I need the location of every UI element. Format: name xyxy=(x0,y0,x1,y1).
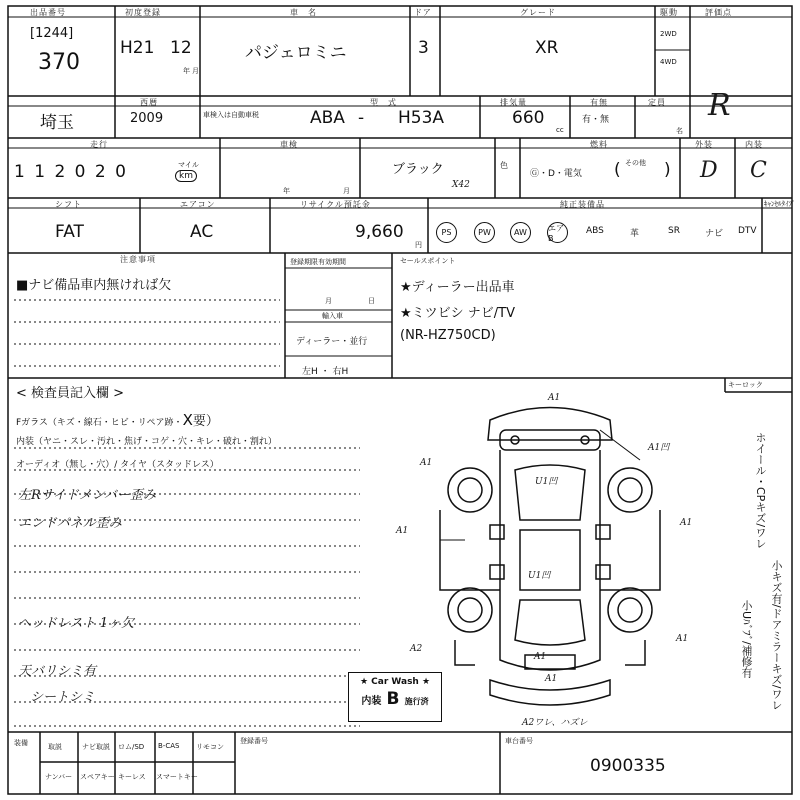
aircon-label: エアコン xyxy=(180,200,216,209)
item-bcas: B-CAS xyxy=(158,742,180,750)
glass-line xyxy=(16,410,219,429)
extra-label: ｷｬﾝｾﾙﾀｲﾌﾟ xyxy=(764,200,796,208)
first-reg-era: H21 xyxy=(120,38,155,58)
model-label: 型 式 xyxy=(370,98,397,107)
model-dash: - xyxy=(358,108,365,128)
interior-label: 内装 xyxy=(745,140,763,149)
glass-text: Fガラス（キズ・線石・ヒビ・リペア跡・ xyxy=(16,418,183,428)
reg-day: 日 xyxy=(368,297,375,305)
grade: XR xyxy=(535,38,559,58)
fuel-options: Ⓖ・D・電気 xyxy=(530,169,582,179)
first-reg-label: 初度登録 xyxy=(125,8,161,17)
hand-note-1: 左Rサイドメンバー歪み xyxy=(18,488,156,503)
hand-note-2: エンドパネル歪み xyxy=(18,516,122,531)
equip-airbag: エアB xyxy=(547,222,568,243)
aircon-value: AC xyxy=(190,222,214,242)
sales-label: セールスポイント xyxy=(400,257,456,265)
hand-note-4: 天バリシミ有 xyxy=(18,664,97,679)
carwash-grade: B xyxy=(386,689,400,709)
inspection-year-unit: 年 xyxy=(283,187,290,195)
side-text-3: 小Uﾊﾞﾌﾞ/補修有 xyxy=(740,600,753,678)
fuel-close-paren: ) xyxy=(664,160,671,180)
inspector-title: < 検査員記入欄 > xyxy=(16,386,125,401)
fuel-open-paren: ( xyxy=(614,160,621,180)
region: 埼玉 xyxy=(40,113,74,133)
equip-navi: ナビ xyxy=(705,229,724,239)
color-label: 色 xyxy=(500,161,509,170)
item-manual: 取説 xyxy=(48,743,62,751)
equip-sr: SR xyxy=(668,226,680,236)
recycle-unit: 円 xyxy=(415,241,422,249)
handle-value: 左H ・ 右H xyxy=(302,367,349,377)
capacity-label: 定員 xyxy=(648,98,666,107)
equip-aw: AW xyxy=(510,222,531,243)
hand-note-3: ヘッドレスト 1ヶ欠 xyxy=(18,616,135,631)
year-value: 2009 xyxy=(130,111,164,126)
recycle-label: リサイクル預託金 xyxy=(300,200,371,209)
cc-label: 排気量 xyxy=(500,98,527,107)
grade-label: グレード xyxy=(520,8,556,17)
sales-1: ★ディーラー出品車 xyxy=(400,280,515,295)
ac-options: 有・無 xyxy=(582,115,610,125)
lot-label: 出品番号 xyxy=(30,8,66,17)
equip-leather: 革 xyxy=(630,229,640,239)
exterior-label: 外装 xyxy=(695,140,713,149)
audio-line: オーディオ（無し・穴）/ タイヤ（スタッドレス） xyxy=(16,460,219,470)
reg-num-label: 登録番号 xyxy=(240,737,268,745)
color-value: ブラック xyxy=(392,162,444,177)
mark-trunk: A1 xyxy=(534,652,547,662)
year-note: 車検入は自動車税 xyxy=(203,111,259,119)
km-unit: km xyxy=(175,170,197,182)
recycle-value: 9,660 xyxy=(355,222,404,242)
import-label: 輸入車 xyxy=(322,312,343,320)
carwash-stamp xyxy=(348,672,442,722)
mark-right-front: A1凹 xyxy=(648,443,670,453)
inspection-month-unit: 月 xyxy=(343,187,350,195)
import-value: ディーラー・並行 xyxy=(296,337,368,347)
year-label: 西暦 xyxy=(140,98,158,107)
equip-label: 純正装備品 xyxy=(560,200,605,209)
doors: 3 xyxy=(418,38,429,58)
drive-4wd: 4WD xyxy=(660,58,677,66)
glass-x: X xyxy=(182,411,193,429)
sales-3: (NR-HZ750CD) xyxy=(400,328,496,343)
equip-dtv: DTV xyxy=(738,226,757,236)
mark-left-rear: A2 xyxy=(410,644,423,654)
fuel-label: 燃料 xyxy=(590,140,608,149)
car-name: パジェロミニ xyxy=(245,43,347,63)
inspection-label: 車検 xyxy=(280,140,298,149)
cc-unit: cc xyxy=(556,126,564,134)
score-label: 評価点 xyxy=(705,8,732,17)
serial-label: 車台番号 xyxy=(505,737,533,745)
caution-text: ■ナビ備品車内無ければ欠 xyxy=(16,278,172,293)
first-reg-month: 12 xyxy=(170,38,192,58)
item-spare-key: スペアキー xyxy=(80,773,115,781)
drive-label: 駆動 xyxy=(660,8,678,17)
serial-value: 0900335 xyxy=(590,756,666,776)
glass-req: 要） xyxy=(192,414,219,429)
item-navi-manual: ナビ取説 xyxy=(82,743,110,751)
month-unit: 月 xyxy=(192,67,199,75)
items-label: 装備 xyxy=(14,739,28,747)
caution-label: 注意事項 xyxy=(120,255,156,264)
reg-label: 登録期限有効期間 xyxy=(290,258,346,266)
item-number-plate: ナンバー xyxy=(45,773,73,781)
reg-month: 月 xyxy=(325,297,332,305)
cc-value: 660 xyxy=(512,108,545,128)
lot-number: 370 xyxy=(38,50,80,75)
capacity-unit: 名 xyxy=(676,127,683,135)
carwash-done: 施行済 xyxy=(404,697,429,706)
mark-roof: U1凹 xyxy=(528,571,551,581)
item-remote: リモコン xyxy=(196,743,224,751)
model-code: H53A xyxy=(398,108,445,128)
mark-bumper: A2ワレ、ハズレ xyxy=(522,718,588,728)
door-label: ドア xyxy=(414,8,432,17)
interior-value: C xyxy=(750,158,767,183)
color-code: X42 xyxy=(452,180,470,190)
ac-flag-label: 有無 xyxy=(590,98,608,107)
drive-2wd: 2WD xyxy=(660,30,677,38)
carwash-title: ★ Car Wash ★ xyxy=(359,677,431,687)
car-diagram xyxy=(440,408,660,706)
model-prefix: ABA xyxy=(310,108,345,128)
exterior-value: D xyxy=(700,158,718,183)
year-unit: 年 xyxy=(183,67,190,75)
sales-2: ★ミツビシ ナビ/TV xyxy=(400,306,516,321)
mark-hood: U1凹 xyxy=(535,477,558,487)
mark-front: A1 xyxy=(548,393,561,403)
equip-pw: PW xyxy=(474,222,495,243)
equip-abs: ABS xyxy=(586,226,604,236)
equip-ps: PS xyxy=(436,222,457,243)
item-smart-key: スマートキー xyxy=(156,773,198,781)
mark-left-front: A1 xyxy=(420,458,433,468)
mark-right-mid: A1 xyxy=(680,518,693,528)
score-value: R xyxy=(708,88,731,123)
lot-id: [1244] xyxy=(30,26,74,41)
mark-left-mid: A1 xyxy=(396,526,409,536)
item-rom-sd: ロム/SD xyxy=(118,743,145,751)
keys-label: キーロック xyxy=(728,381,763,389)
hand-note-5: シートシミ xyxy=(30,690,96,705)
shift-label: シフト xyxy=(55,200,82,209)
mile-unit: マイル xyxy=(178,161,199,169)
fuel-other: その他 xyxy=(625,159,646,167)
interior-line: 内装（ヤニ・スレ・汚れ・焦げ・コゲ・穴・キレ・破れ・割れ） xyxy=(16,437,277,447)
carwash-interior: 内装 xyxy=(361,696,382,707)
shift-value: FAT xyxy=(55,222,84,242)
side-text-2: 小キズ有/ドアミラーキズ/ワレ xyxy=(770,560,783,711)
car-name-label: 車 名 xyxy=(290,8,317,17)
mark-rear: A1 xyxy=(545,674,558,684)
mileage-label: 走行 xyxy=(90,140,108,149)
mileage-value: 1 1 2 0 2 0 xyxy=(14,162,128,182)
mark-right-rear: A1 xyxy=(676,634,689,644)
side-text-1: ホイール・CPキズ/ワレ xyxy=(754,432,767,550)
item-keyless: キーレス xyxy=(118,773,146,781)
